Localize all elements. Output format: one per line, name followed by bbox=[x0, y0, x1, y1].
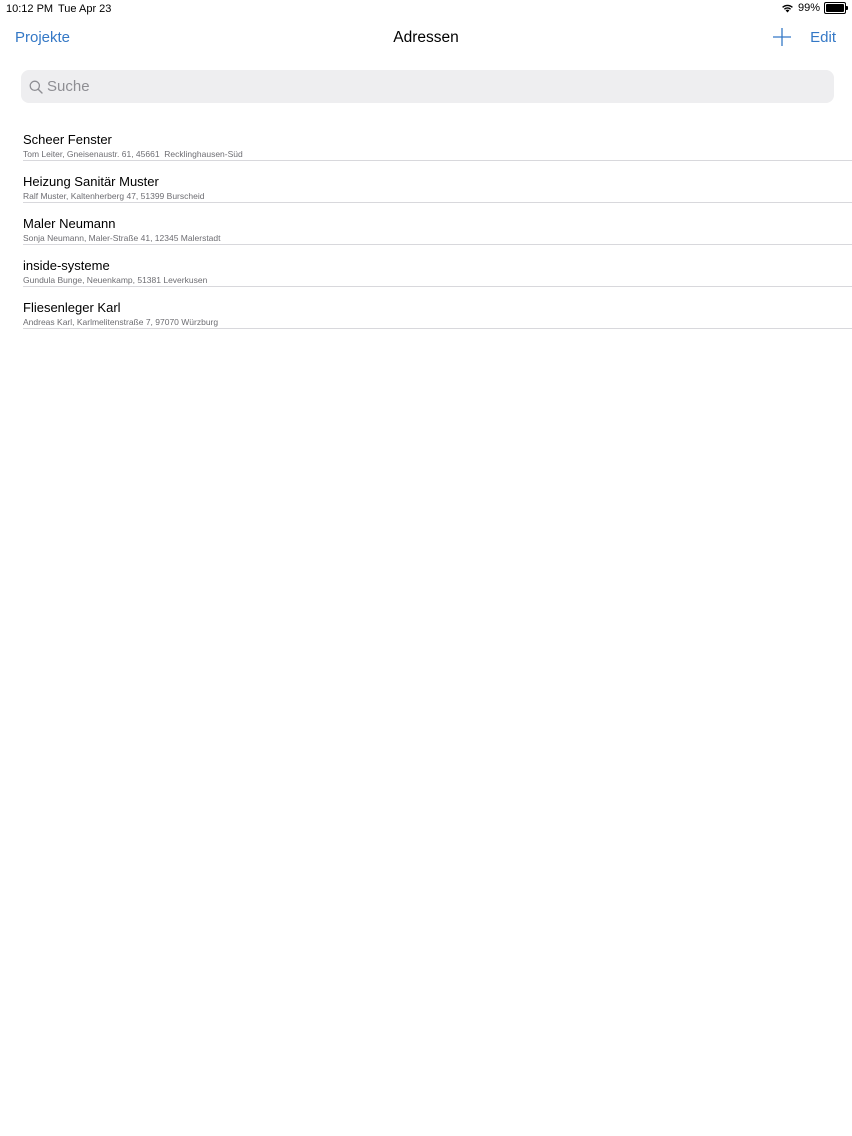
address-name: Scheer Fenster bbox=[23, 132, 112, 147]
status-bar bbox=[0, 0, 852, 18]
list-item[interactable] bbox=[0, 119, 852, 161]
battery-percent: 99% bbox=[797, 2, 820, 14]
list-item[interactable] bbox=[0, 203, 852, 245]
battery-level bbox=[826, 4, 844, 12]
address-detail: Tom Leiter, Gneisenaustr. 61, 45661 Recklinghausen-Süd bbox=[23, 149, 243, 159]
address-detail: Ralf Muster, Kaltenherberg 47, 51399 Burscheid bbox=[23, 191, 205, 201]
address-name: Fliesenleger Karl bbox=[23, 300, 121, 315]
status-indicators bbox=[781, 2, 846, 14]
navigation-bar bbox=[0, 18, 852, 62]
edit-button[interactable]: Edit bbox=[810, 29, 836, 46]
wifi-icon bbox=[781, 3, 794, 13]
back-button-projekte[interactable]: Projekte bbox=[15, 29, 71, 46]
plus-icon[interactable] bbox=[772, 27, 792, 47]
list-item[interactable] bbox=[0, 161, 852, 203]
search-icon bbox=[29, 80, 43, 94]
battery-icon bbox=[824, 2, 846, 14]
list-item[interactable] bbox=[0, 287, 852, 329]
address-name: Heizung Sanitär Muster bbox=[23, 174, 159, 189]
address-detail: Andreas Karl, Karlmelitenstraße 7, 97070 Würzburg bbox=[23, 317, 219, 327]
status-time: 10:12 PM bbox=[6, 3, 54, 15]
address-detail: Sonja Neumann, Maler-Straße 41, 12345 Malerstadt bbox=[23, 233, 221, 243]
list-item[interactable] bbox=[0, 245, 852, 287]
status-date: Tue Apr 23 bbox=[58, 3, 112, 15]
address-name: Maler Neumann bbox=[23, 216, 116, 231]
battery-tip bbox=[846, 6, 848, 10]
search-bar[interactable] bbox=[21, 70, 834, 103]
search-input[interactable] bbox=[47, 78, 807, 95]
page-title: Adressen bbox=[393, 29, 459, 46]
address-name: inside-systeme bbox=[23, 258, 110, 273]
address-detail: Gundula Bunge, Neuenkamp, 51381 Leverkusen bbox=[23, 275, 208, 285]
address-list bbox=[0, 119, 852, 329]
